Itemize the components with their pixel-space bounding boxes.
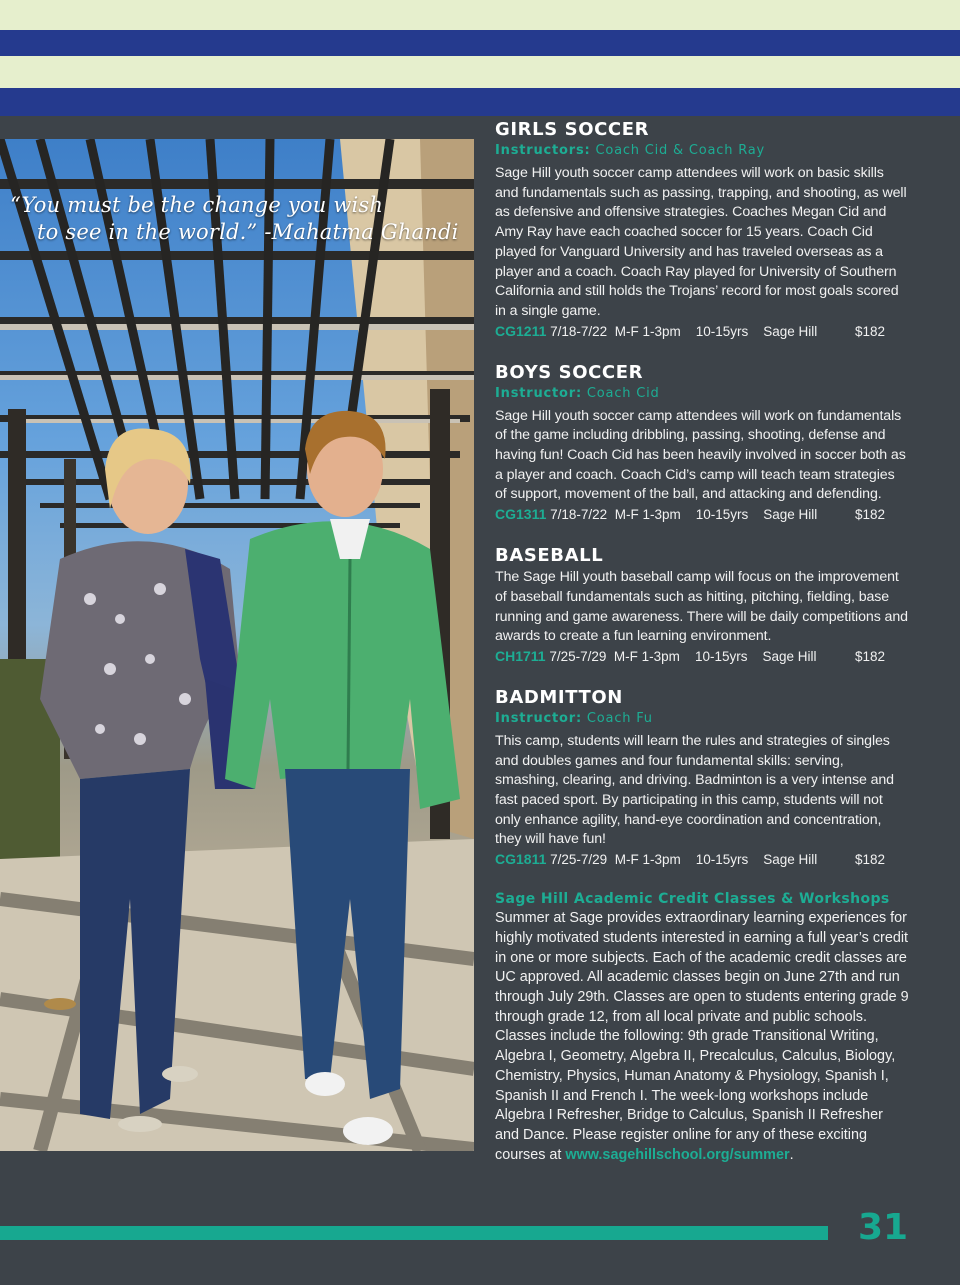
section-academic [495,889,910,1165]
course-location: Sage Hill [763,852,818,868]
section-description: This camp, students will learn the rules and strategies of singles and doubles games and four fundamental skills: serving, smashing, clearing, and driving. Badminton is a very intense and fast paced sport. By participating in this camp, students will not only enhance agility, hand-eye coordination and concentration, they will have fun! [495,732,894,848]
instructor-name: Coach Fu [586,710,653,726]
instructor-label: Instructors: [495,143,591,158]
header-band-blue-top [0,30,960,56]
course-ages: 10-15yrs [695,852,749,868]
instructor-name: Coach Cid [586,385,660,401]
quote-line-2: to see in the world.” -Mahatma Ghandi [37,220,459,244]
instructor-label: Instructor: [495,385,582,401]
photo-illustration [0,139,474,1151]
quote-line-1: “You must be the change you wish [10,193,384,217]
course-code: CH1711 [495,647,546,664]
section-description: The Sage Hill youth baseball camp will focus on the improvement of baseball fundamentals such as hitting, pitching, fielding, base running and game awareness. There will be daily competitions and awards to create a fun learning environment. [495,569,908,645]
course-ages: 10-15yrs [694,648,748,664]
camp-listings [495,118,910,1185]
instructor-label: Instructor: [495,710,582,726]
instructor-name: Coach Cid & Coach Ray [595,143,766,158]
section-description: Sage Hill youth soccer camp attendees will work on basic skills and fundamentals such as passing, trapping, and shooting, as well as defensive and offensive strategies. Coaches Megan Cid and Amy Ray have each coached soccer for 15 years. Coach Cid played for Vanguard University and has traveled overseas as a player and a coach. Coach Ray played for University of Southern California and still holds the Trojans’ record for most goals scored in a single game. [495,165,907,319]
header-band-cream-bottom [0,56,960,88]
course-ages: 10-15yrs [695,507,749,523]
course-schedule: M-F 1-3pm [614,852,681,868]
section-girls-soccer [495,118,910,341]
course-ages: 10-15yrs [695,323,749,339]
section-boys-soccer [495,361,910,525]
students-walking-photo [0,139,474,1151]
course-location: Sage Hill [763,507,818,523]
academic-body-end: . [789,1146,794,1163]
course-dates: 7/25-7/29 [550,852,608,868]
course-price: $182 [854,507,885,523]
course-price: $182 [854,323,885,339]
section-title: BOYS SOCCER [495,361,644,383]
instructor-line [495,710,910,727]
academic-title: Sage Hill Academic Credit Classes & Workshops [495,891,890,908]
section-title: BADMITTON [495,686,623,708]
section-title: BASEBALL [495,545,604,567]
course-dates: 7/18-7/22 [550,323,608,339]
course-price: $182 [854,852,885,868]
instructor-line [495,142,910,159]
footer-bar [0,1226,828,1240]
course-code: CG1811 [495,851,547,868]
summer-website-link[interactable]: www.sagehillschool.org/summer [565,1146,790,1163]
course-schedule: M-F 1-3pm [613,648,680,664]
course-schedule: M-F 1-3pm [614,323,681,339]
course-dates: 7/18-7/22 [550,507,608,523]
course-dates: 7/25-7/29 [549,648,607,664]
section-badmitton [495,686,910,869]
course-price: $182 [854,648,885,664]
course-code: CG1211 [495,322,547,339]
section-baseball [495,544,910,666]
header-band-blue-bottom [0,88,960,116]
academic-body-text: Summer at Sage provides extraordinary learning experiences for highly motivated students interested in earning a full year’s credit in one or more subjects. Each of the academic credit classes are UC approved. All academic classes begin on June 27th and run through July 29th. Classes are open to students entering grade 9 through grade 12, from all local private and public schools. Classes include the following: 9th grade Transitional Writing, Algebra I, Geometry, Algebra II, Precalculus, Calculus, Biology, Chemistry, Physics, Human Anatomy & Physiology, Spanish I, Spanish II and French I. The week-long workshops include Algebra I Refresher, Bridge to Calculus, Spanish II Refresher and Dance. Please register online for any of these exciting courses at [495,910,909,1163]
page-number: 31 [858,1207,909,1248]
course-info-row [495,850,910,869]
header-band-cream-top [0,0,960,30]
course-schedule: M-F 1-3pm [614,507,681,523]
academic-description [495,909,910,1165]
section-description: Sage Hill youth soccer camp attendees will work on fundamentals of the game including dribbling, passing, shooting, defense and having fun! Coach Cid has been heavily involved in soccer both as a player and coach. Coach Cid’s camp will teach team strategies of support, movement of the ball, and attacking and defending. [495,407,906,503]
section-title: GIRLS SOCCER [495,119,650,140]
course-info-row [495,322,910,341]
instructor-line [495,385,910,402]
course-info-row [495,505,910,524]
quote [10,192,480,246]
course-code: CG1311 [495,506,547,523]
course-location: Sage Hill [762,648,817,664]
course-info-row [495,647,910,666]
course-location: Sage Hill [763,323,818,339]
